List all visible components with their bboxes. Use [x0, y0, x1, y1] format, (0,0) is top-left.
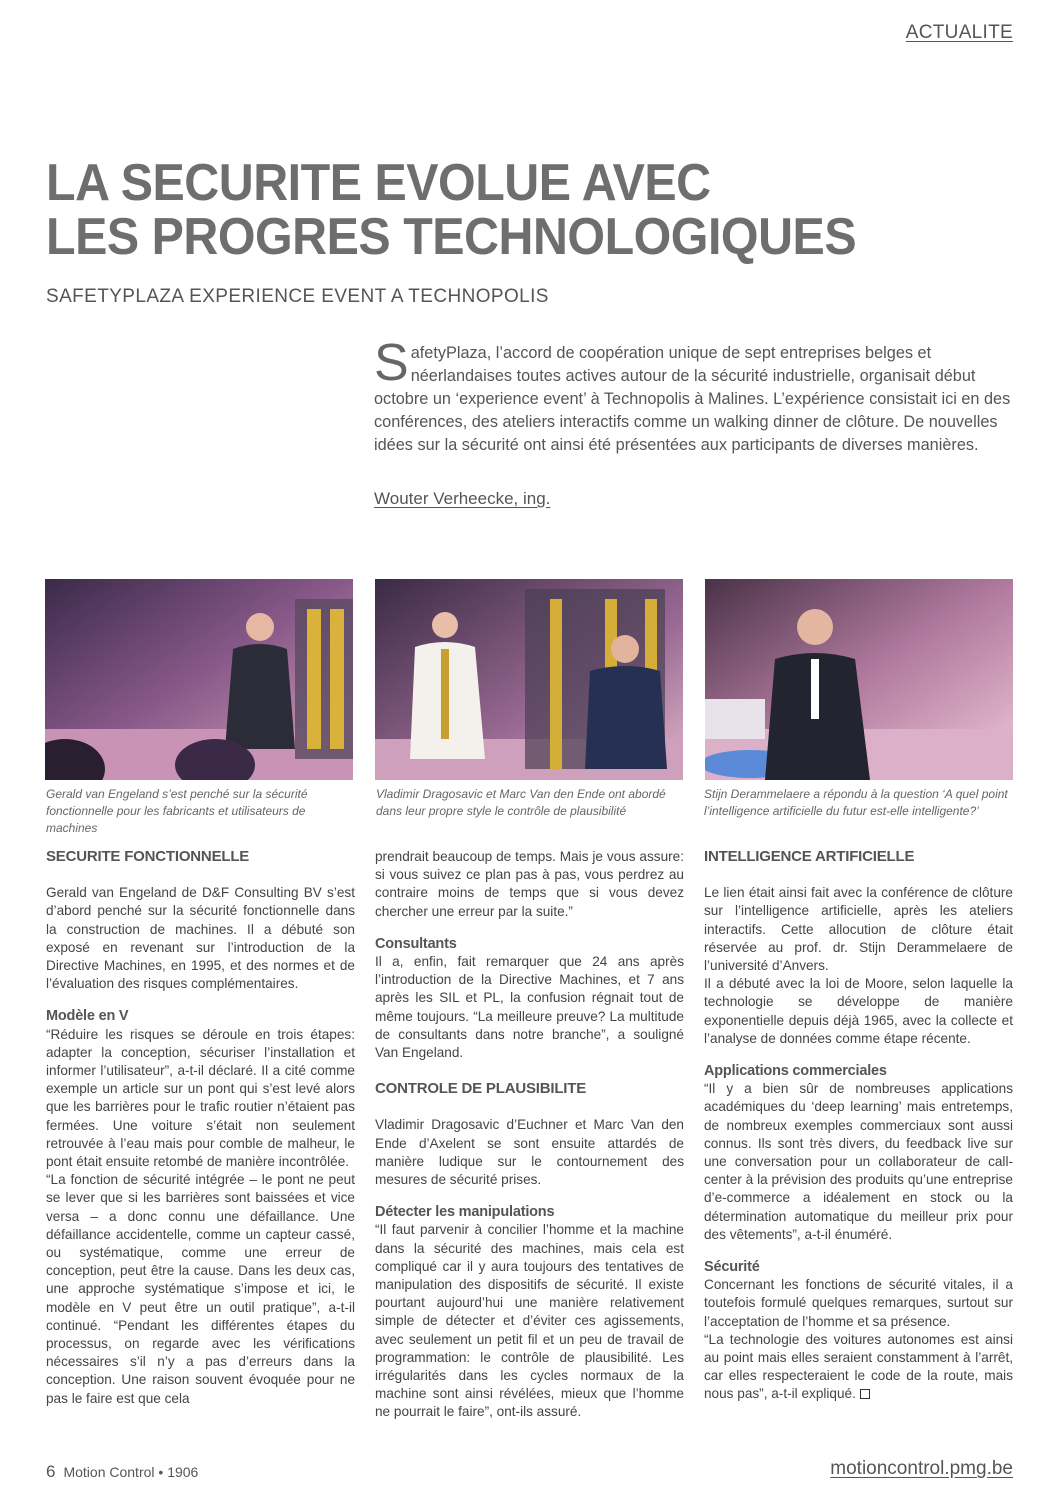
- publication-name: Motion Control • 1906: [63, 1464, 199, 1480]
- subheading-detecter: Détecter les manipulations: [375, 1204, 555, 1221]
- paragraph: Vladimir Dragosavic d’Euchner et Marc Van den Ende d’Axelent se sont ensuite attardés de manière ludique sur le contournement des mesures de sécurité prises.: [375, 1117, 684, 1188]
- page-number: 6: [46, 1462, 56, 1481]
- paragraph: “Il faut parvenir à concilier l’homme et la machine dans la sécurité des machines, mais cela est compliqué car il y aura toujours des tentatives de manipulation des dispositifs de sécurité. Il existe pourtant aujourd’hui une manière relativement simple de détecter et d’éviter ces agissements, avec seulement un petit fil et un peu de travail de programmation: le contrôle de plausibilité. Les irrégularités dans les cycles normaux de la machine sont ainsi révélées, mieux que l’homme ne pourrait le faire”, ont-ils assuré.: [375, 1222, 684, 1420]
- paragraph: “Réduire les risques se déroule en trois étapes: adapter la conception, sécuriser l’installation et informer l’utilisateur”, a-t-il déclaré. Il a cité comme exemple un article sur un pont qui s’est levé alors que les barrières pour le trafic routier n’étaient pas fermées. Une voiture s’était non seulement retrouvée à l’eau mais pour comble de malheur, le pont était ensuite retombé de manière incontrôlée.: [46, 1026, 355, 1170]
- article-intro: [374, 334, 1014, 457]
- paragraph: prendrait beaucoup de temps. Mais je vous assure: si vous suivez ce plan pas à pas, vous perdrez au contraire moins de temps que si vous devez chercher une erreur par la suite.”: [375, 849, 684, 919]
- footer-publication: [46, 1462, 198, 1482]
- paragraph: Le lien était ainsi fait avec la conférence de clôture sur l’intelligence artificielle, après les ateliers interactifs. Cette allocution de clôture était réservée au prof. dr. Stijn Derammelaere de l’université d’Anvers.: [704, 885, 1013, 974]
- paragraph: Concernant les fonctions de sécurité vitales, il a toutefois formulé quelques remarques, surtout sur l’acceptation de l’homme et sa présence.: [704, 1277, 1013, 1329]
- paragraph: “La fonction de sécurité intégrée – le pont ne peut se lever que si les barrières sont baissées et vice versa – a donc connu une défaillance. Une défaillance accidentelle, comme un capteur cassé, ou systématique, comme une erreur de conception, peut être la cause. Dans les deux cas, une approche systématique s’impose et ici, le modèle en V peut être un outil pratique”, a-t-il continué. “Pendant les différentes étapes du processus, on regarde avec les vérifications nécessaires s’il n’y a pas d’erreurs dans la conception. Une raison souvent évoquée pour ne pas le faire est que cela: [46, 1172, 355, 1406]
- subheading-securite: Sécurité: [704, 1259, 760, 1276]
- photo-caption-1: Gerald van Engeland s’est penché sur la sécurité fonctionnelle pour les fabricants et utilisateurs de machines: [46, 787, 308, 835]
- paragraph: [704, 1331, 1013, 1404]
- heading-controle-plausibilite: CONTROLE DE PLAUSIBILITE: [375, 1080, 587, 1098]
- subheading-applications: Applications commerciales: [704, 1063, 887, 1080]
- paragraph: “Il y a bien sûr de nombreuses applications académiques du ‘deep learning’ mais entretemps, de nombreux exemples commerciaux sont aussi connus. Ils sont très divers, du feedback live sur une conversation pour un collaborateur de call-center à la prévision des produits qu’une entreprise d’e-commerce a idéalement en stock ou la détermination automatique du meilleur prix pour des vêtements”, a-t-il énuméré.: [704, 1081, 1013, 1242]
- title-line-2: LES PROGRES TECHNOLOGIQUES: [46, 208, 857, 266]
- paragraph: Il a, enfin, fait remarquer que 24 ans après l’introduction de la Directive Machines, et 7 ans après les SIL et PL, la confusion régnait tout de même toujours. “La meilleure preuve? La multitude de consultants dans notre branche”, a souligné Van Engeland.: [375, 954, 684, 1061]
- section-label: ACTUALITE: [905, 22, 1013, 43]
- article-title: [46, 156, 883, 264]
- subheading-consultants: Consultants: [375, 935, 457, 952]
- subheading-modele-v: Modèle en V: [46, 1008, 129, 1025]
- text-column-2: [375, 848, 684, 1422]
- final-paragraph-text: “La technologie des voitures autonomes est ainsi au point mais elles seraient constamment à l’arrêt, car elles respecteraient le code de la route, mais nous pas”, a-t-il expliqué.: [704, 1331, 1013, 1402]
- intro-dropcap: S: [374, 334, 409, 392]
- author-byline: Wouter Verheecke, ing.: [374, 489, 551, 508]
- text-column-1: [46, 848, 355, 1408]
- heading-securite-fonctionnelle: SECURITE FONCTIONNELLE: [46, 848, 250, 865]
- article-subtitle: SAFETYPLAZA EXPERIENCE EVENT A TECHNOPOLIS: [46, 286, 549, 307]
- photo-caption-2: Vladimir Dragosavic et Marc Van den Ende ont abordé dans leur propre style le contrôle de plausibilité: [376, 787, 666, 818]
- photo-caption-3: Stijn Derammelaere a répondu à la question ‘A quel point l’intelligence artificielle du futur est-elle intelligente?’: [704, 787, 1008, 818]
- website-link[interactable]: motioncontrol.pmg.be: [830, 1458, 1013, 1479]
- heading-intelligence-artificielle: INTELLIGENCE ARTIFICIELLE: [704, 848, 915, 865]
- photo-speaker-3: [705, 579, 1013, 780]
- intro-text: afetyPlaza, l’accord de coopération unique de sept entreprises belges et néerlandaises toutes actives autour de la sécurité industrielle, organisait début octobre un ‘experience event’ à Technopolis à Malines. L’expérience consistait ici en des conférences, des ateliers interactifs comme un walking dinner de clôture. De nouvelles idées sur la sécurité ont ainsi été présentées aux participants de diverses manières.: [374, 344, 1011, 454]
- paragraph: Il a débuté avec la loi de Moore, selon laquelle la technologie se développe de manière exponentielle depuis déjà 1965, avec la collecte et l’analyse de données comme étape récente.: [704, 976, 1013, 1046]
- photo-speaker-2: [375, 579, 683, 780]
- paragraph: Gerald van Engeland de D&F Consulting BV s’est d’abord penché sur la sécurité fonctionnelle dans la construction de machines. Il a débuté son exposé en revenant sur l’introduction de la Directive Machines, en 1995, et des normes et de l’évaluation des risques complémentaires.: [46, 885, 355, 992]
- title-line-1: LA SECURITE EVOLUE AVEC: [46, 154, 711, 212]
- text-column-3: [704, 848, 1013, 1404]
- photo-speaker-1: [45, 579, 353, 780]
- end-mark-icon: [860, 1389, 870, 1399]
